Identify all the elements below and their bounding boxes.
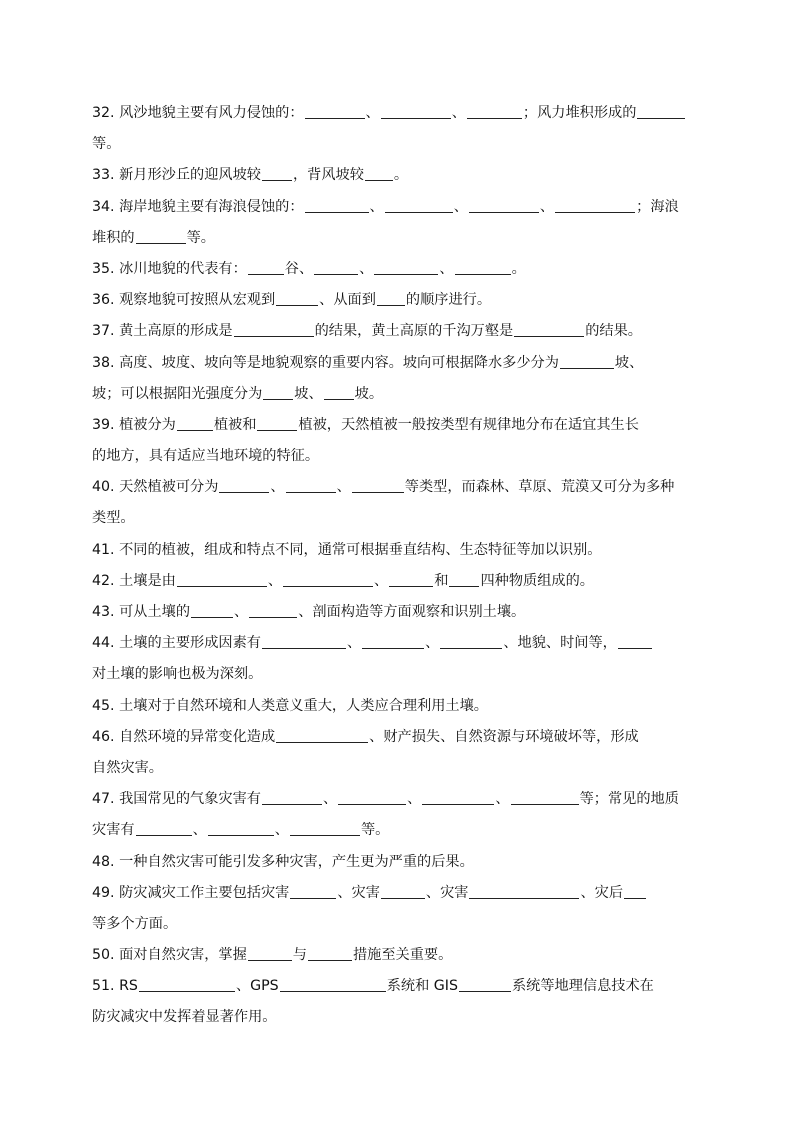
line-text: 措施至关重要。 [352,947,453,964]
text-line [92,472,712,503]
answer-blank[interactable] [469,883,579,899]
text-line [92,410,712,441]
line-text: 、地貌、时间等， [503,635,617,652]
line-text: 、 [267,572,283,589]
answer-blank[interactable] [219,477,269,493]
line-text: 、 [453,198,468,215]
line-text: 。 [511,260,526,277]
answer-blank[interactable] [514,321,584,337]
answer-blank[interactable] [422,789,494,805]
line-text: 、 [359,260,374,277]
line-text: 等。 [186,229,215,246]
text-line [92,753,712,784]
line-text: 、 [439,260,454,277]
answer-blank[interactable] [248,259,284,275]
answer-blank[interactable] [191,602,233,618]
line-text: 坡。 [354,385,384,402]
line-text: 、 [365,105,380,121]
answer-blank[interactable] [280,976,386,992]
text-line [92,192,712,223]
line-text: 四种物质组成的。 [480,572,594,589]
line-text: 46. 自然环境的异常变化造成 [92,728,276,745]
answer-blank[interactable] [555,197,635,213]
line-text: 、 [425,635,440,652]
text-line [92,659,712,690]
text-line [92,566,712,597]
answer-blank[interactable] [324,384,354,400]
line-text: 34. 海岸地貌主要有海浪侵蚀的： [92,198,304,215]
line-text: 、 [374,572,389,589]
answer-blank[interactable] [381,883,425,899]
line-text: 42. 土壤是由 [92,572,176,589]
line-text: 36. 观察地貌可按照从宏观到 [92,292,276,309]
answer-blank[interactable] [377,290,405,306]
answer-blank[interactable] [352,477,404,493]
answer-blank[interactable] [308,945,352,961]
line-text: 、财产损失、自然资源与环境破坏等，形成 [369,728,639,745]
line-text: 和 [434,572,449,589]
answer-blank[interactable] [624,883,646,899]
answer-blank[interactable] [276,727,368,743]
text-line [92,909,712,940]
line-text: 50. 面对自然灾害，掌握 [92,947,247,964]
line-text: 49. 防灾减灾工作主要包括灾害 [92,884,290,901]
answer-blank[interactable] [362,633,424,649]
line-text: 等；常见的地质 [579,791,679,808]
line-text: 、 [451,105,466,121]
text-line [92,254,712,285]
answer-blank[interactable] [637,103,685,119]
line-text: 植被和 [213,416,257,433]
line-text: 48. 一种自然灾害可能引发多种灾害，产生更为严重的后果。 [92,853,474,870]
line-text: 堆积的 [92,229,135,246]
answer-blank[interactable] [467,103,522,119]
answer-blank[interactable] [262,789,322,805]
text-line [92,129,712,160]
line-text: 的结果。 [585,323,642,340]
line-text: 灾害有 [92,822,135,839]
text-line [92,441,712,472]
answer-blank[interactable] [234,321,314,337]
line-text: 、 [192,822,207,839]
answer-blank[interactable] [511,789,579,805]
answer-blank[interactable] [374,259,438,275]
line-text: 、剖面构造等方面观察和识别土壤。 [298,604,526,620]
line-text: 的地方，具有适应当地环境的特征。 [92,448,320,465]
line-text: 51. RS [92,978,138,995]
answer-blank[interactable] [283,571,373,587]
answer-blank[interactable] [305,103,365,119]
question-list [92,98,712,1034]
text-line [92,223,712,254]
text-line [92,160,712,191]
text-line [92,98,712,129]
line-text: 、灾害 [337,884,380,901]
line-text: 等。 [92,136,121,153]
line-text: 、 [369,198,384,215]
answer-blank[interactable] [276,290,318,306]
answer-blank[interactable] [455,259,511,275]
line-text: 等。 [360,822,390,839]
line-text: 。 [393,167,409,184]
line-text: 植被，天然植被一般按类型有规律地分布在适宜其生长 [298,416,639,433]
line-text: 坡、 [294,385,323,402]
line-text: 、GPS [235,978,279,995]
answer-blank[interactable] [248,945,292,961]
line-text: 45. 土壤对于自然环境和人类意义重大，人类应合理利用土壤。 [92,697,488,714]
answer-blank[interactable] [263,384,293,400]
text-line [92,971,712,1002]
answer-blank[interactable] [136,228,186,244]
answer-blank[interactable] [314,259,358,275]
answer-blank[interactable] [208,820,274,836]
line-text: 40. 天然植被可分为 [92,479,219,496]
line-text: 、灾害 [425,884,469,901]
line-text: 38. 高度、坡度、坡向等是地貌观察的重要内容。坡向可根据降水多少分为 [92,354,559,371]
answer-blank[interactable] [338,789,406,805]
answer-blank[interactable] [618,633,652,649]
answer-blank[interactable] [381,103,451,119]
line-text: 41. 不同的植被，组成和特点不同，通常可根据垂直结构、生态特征等加以识别。 [92,541,602,558]
line-text: 39. 植被分为 [92,416,176,433]
line-text: 谷、 [284,260,314,277]
answer-blank[interactable] [365,165,393,181]
line-text: 系统等地理信息技术在 [511,978,654,995]
answer-blank[interactable] [262,633,346,649]
line-text: 的结果，黄土高原的千沟万壑是 [314,323,514,340]
line-text: 、灾后 [580,884,624,901]
text-line [92,784,712,815]
line-text: 、 [322,791,338,808]
line-text: 、 [274,822,289,839]
line-text: 、 [539,198,555,215]
text-line [92,379,712,410]
text-line [92,316,712,347]
text-line [92,285,712,316]
text-line [92,878,712,909]
line-text: 35. 冰川地貌的代表有： [92,260,247,277]
answer-blank[interactable] [389,571,433,587]
line-text: 等多个方面。 [92,915,178,932]
line-text: ，背风坡较 [292,167,364,184]
answer-blank[interactable] [469,197,539,213]
line-text: 对土壤的影响也极为深刻。 [92,666,263,683]
text-line [92,597,712,628]
answer-blank[interactable] [136,820,192,836]
answer-blank[interactable] [177,415,213,431]
line-text: 类型。 [92,510,135,527]
line-text: ；海浪 [636,198,679,215]
text-line [92,535,712,566]
answer-blank[interactable] [305,197,369,213]
line-text: 47. 我国常见的气象灾害有 [92,791,261,808]
line-text: 、 [495,791,510,808]
line-text: 43. 可从土壤的 [92,604,191,620]
line-text: 坡；可以根据阳光强度分为 [92,385,263,402]
answer-blank[interactable] [257,415,297,431]
line-text: 系统和 GIS [386,978,458,995]
line-text: 、 [336,479,351,496]
answer-blank[interactable] [560,353,614,369]
line-text: 防灾减灾中发挥着显著作用。 [92,1009,277,1026]
text-line [92,722,712,753]
text-line [92,691,712,722]
line-text: 、 [407,791,422,808]
answer-blank[interactable] [440,633,502,649]
answer-blank[interactable] [290,820,360,836]
answer-blank[interactable] [177,571,267,587]
line-text: 44. 土壤的主要形成因素有 [92,635,261,652]
line-text: 坡、 [614,354,644,371]
line-text: 与 [292,947,307,964]
answer-blank[interactable] [459,976,511,992]
text-line [92,628,712,659]
line-text: 37. 黄土高原的形成是 [92,323,233,340]
answer-blank[interactable] [449,571,479,587]
answer-blank[interactable] [249,602,297,618]
line-text: 等类型，而森林、草原、荒漠又可分为多种 [404,479,675,496]
line-text: ；风力堆积形成的 [522,105,637,121]
line-text: 33. 新月形沙丘的迎风坡较 [92,167,261,184]
line-text: 32. 风沙地貌主要有风力侵蚀的： [92,105,304,121]
line-text: 的顺序进行。 [405,292,492,309]
text-line [92,847,712,878]
line-text: 自然灾害。 [92,759,163,776]
text-line [92,348,712,379]
answer-blank[interactable] [262,165,292,181]
answer-blank[interactable] [290,883,336,899]
answer-blank[interactable] [139,976,235,992]
text-line [92,503,712,534]
text-line [92,1002,712,1033]
text-line [92,940,712,971]
line-text: 、 [270,479,285,496]
answer-blank[interactable] [286,477,336,493]
text-line [92,815,712,846]
line-text: 、 [234,604,249,620]
line-text: 、 [346,635,362,652]
line-text: 、从面到 [319,292,376,309]
answer-blank[interactable] [385,197,453,213]
